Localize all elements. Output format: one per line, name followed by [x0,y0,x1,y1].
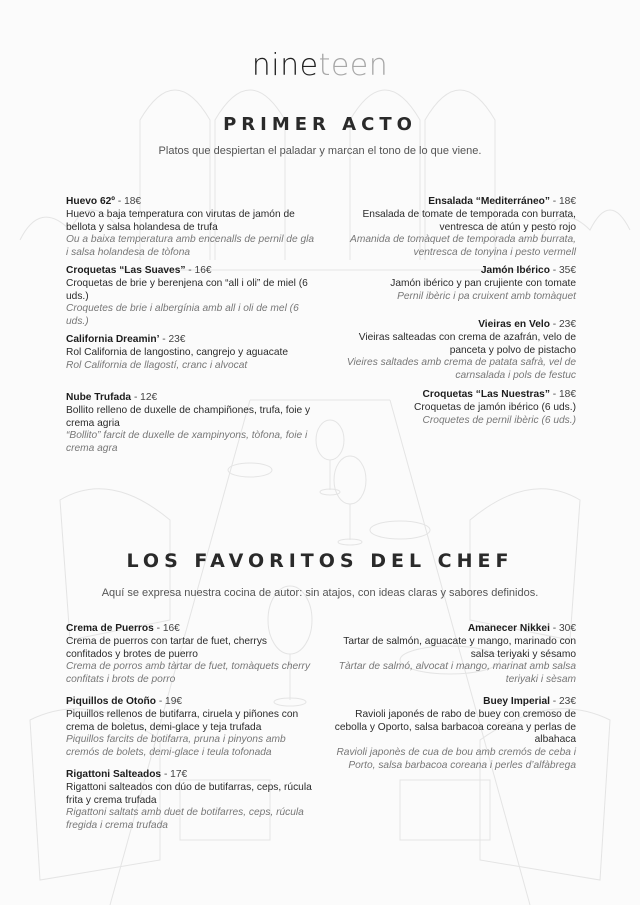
dish-description-ca: Amanida de tomàquet de temporada amb burrata, ventresca de tonyina i pesto vermell [350,234,576,259]
dish-name: Ensalada “Mediterráneo” [428,196,550,207]
dish-description-ca: Vieires saltades amb crema de patata safrà, vel de carnsalada i pols de festuc [346,357,576,382]
dish-name: Crema de Puerros [66,623,154,634]
dish-description-ca: Pernil ibèric i pa cruixent amb tomàquet [397,290,576,302]
section-title-favoritos-del-chef: LOS FAVORITOS DEL CHEF [126,550,514,572]
dish-name: Buey Imperial [483,696,550,707]
menu-item [66,696,316,760]
menu-item [326,696,576,773]
dish-description-es: Piquillos rellenos de butifarra, ciruela y piñones con crema de boletus, demi-glace y teja trufada [66,708,299,733]
menu-item [326,623,576,687]
dish-price: - 30€ [549,623,576,634]
dish-description-es: Ravioli japonés de rabo de buey con cremoso de cebolla y Oporto, salsa barbacoa coreana y perlas de albahaca [334,708,576,746]
dish-price: - 35€ [549,265,576,276]
dish-name: Piquillos de Otoño [66,696,156,707]
dish-name: Jamón Ibérico [480,265,550,276]
dish-description-es: Rol California de langostino, cangrejo y aguacate [66,346,289,358]
menu-item [66,392,316,456]
dish-name: Vieiras en Velo [478,319,550,330]
menu-item [326,319,576,383]
logo-text-light: teen [318,48,389,83]
dish-description-ca: Crema de porros amb tàrtar de fuet, tomàquets cherry confitats i brots de porro [66,661,311,686]
dish-name: Croquetas “Las Suaves” [66,265,186,276]
menu-item [326,196,576,260]
dish-description-es: Bollito relleno de duxelle de champiñones, trufa, foie y crema agria [66,404,311,429]
dish-description-es: Croquetas de brie y berenjena con “all i oli” de miel (6 uds.) [66,277,308,302]
dish-price: - 17€ [161,769,188,780]
dish-name: California Dreamin’ [66,334,160,345]
dish-description-ca: Rigattoni saltats amb duet de botifarres, ceps, rúcula fregida i crema trufada [66,807,304,832]
dish-price: - 16€ [185,265,212,276]
dish-description-es: Croquetas de jamón ibérico (6 uds.) [414,401,576,413]
dish-price: - 23€ [159,334,186,345]
logo-text-dark: nine [251,48,319,83]
dish-description-ca: Rol California de llagostí, cranc i alvocat [66,359,248,371]
dish-price: - 18€ [549,389,576,400]
dish-name: Croquetas “Las Nuestras” [422,389,550,400]
section-subtitle-favoritos-del-chef: Aquí se expresa nuestra cocina de autor: sin atajos, con ideas claras y sabores definidos. [101,587,539,599]
dish-description-ca: Ou a baixa temperatura amb encenalls de pernil de gla i salsa holandesa de tòfona [66,234,315,259]
menu-item [326,265,576,303]
dish-price: - 23€ [549,319,576,330]
dish-price: - 18€ [549,196,576,207]
menu-item [66,265,316,329]
dish-description-es: Ensalada de tomate de temporada con burrata, ventresca de atún y pesto rojo [362,208,576,233]
section-title-primer-acto: PRIMER ACTO [223,114,417,135]
dish-description-es: Crema de puerros con tartar de fuet, cherrys confitados y brotes de puerro [66,635,268,660]
dish-name: Amanecer Nikkei [467,623,550,634]
dish-description-es: Tartar de salmón, aguacate y mango, marinado con salsa teriyaki y sésamo [343,635,576,660]
menu-item [66,196,316,260]
dish-description-es: Jamón ibérico y pan crujiente con tomate [390,277,576,289]
dish-description-es: Vieiras salteadas con crema de azafrán, velo de panceta y polvo de pistacho [358,331,576,356]
dish-description-ca: Croquetes de pernil ibèric (6 uds.) [422,414,576,426]
dish-name: Rigattoni Salteados [66,769,162,780]
dish-price: - 19€ [156,696,183,707]
dish-description-ca: “Bollito” farcit de duxelle de xampinyons, tòfona, foie i crema agra [66,430,308,455]
dish-description-ca: Tàrtar de salmó, alvocat i mango, marinat amb salsa teriyaki i sèsam [338,661,576,686]
dish-name: Nube Trufada [66,392,132,403]
dish-description-es: Rigattoni salteados con dúo de butifarras, ceps, rúcula frita y crema trufada [66,781,312,806]
dish-description-ca: Croquetes de brie i albergínia amb all i oli de mel (6 uds.) [66,303,299,328]
dish-description-ca: Piquillos farcits de botifarra, pruna i pinyons amb cremós de bolets, demi-glace i teula tofonada [66,734,286,759]
menu-item [326,389,576,427]
dish-price: - 12€ [131,392,158,403]
dish-description-ca: Ravioli japonès de cua de bou amb cremós de ceba i Porto, salsa barbacoa coreana i perles d’alfàbrega [336,747,576,771]
dish-price: - 16€ [153,623,180,634]
menu-item [66,334,316,372]
dish-price: - 18€ [115,196,142,207]
menu-item [66,623,316,687]
restaurant-logo [0,48,640,83]
section-subtitle-primer-acto: Platos que despiertan el paladar y marcan el tono de lo que viene. [158,145,482,157]
menu-item [66,769,316,833]
dish-name: Huevo 62º [66,196,116,207]
dish-description-es: Huevo a baja temperatura con virutas de jamón de bellota y salsa holandesa de trufa [66,208,295,233]
dish-price: - 23€ [549,696,576,707]
